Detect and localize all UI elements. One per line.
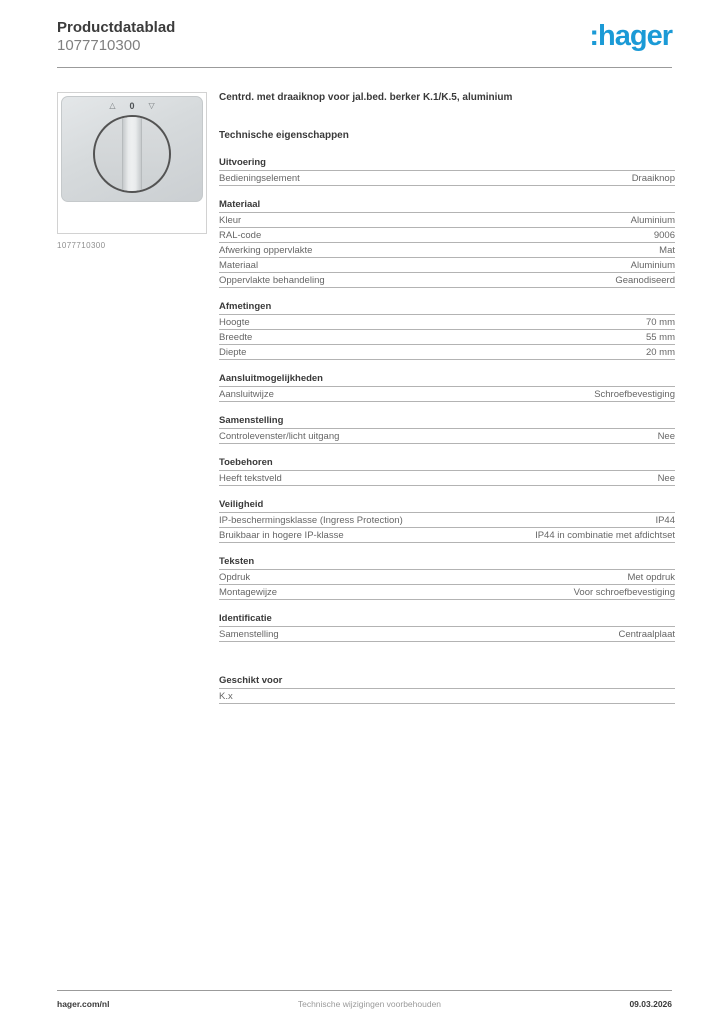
section-title: Geschikt voor xyxy=(219,675,675,689)
section-title: Afmetingen xyxy=(219,301,675,315)
spec-value: Mat xyxy=(659,245,675,256)
spec-sections xyxy=(219,157,675,704)
spec-label: Controlevenster/licht uitgang xyxy=(219,431,340,442)
knob-grip xyxy=(122,117,142,191)
rotary-zero-label: 0 xyxy=(129,101,135,111)
rotary-up-icon: △ xyxy=(109,101,116,110)
spec-label: Heeft tekstveld xyxy=(219,473,282,484)
page-footer xyxy=(57,990,672,1009)
spec-value: Schroefbevestiging xyxy=(594,389,675,400)
header-titles xyxy=(57,19,175,55)
spec-section-identificatie xyxy=(219,613,675,642)
spec-value: 55 mm xyxy=(645,332,675,343)
spec-row xyxy=(219,315,675,330)
spec-section-geschikt-voor xyxy=(219,675,675,704)
spec-section-samenstelling xyxy=(219,415,675,444)
rotary-down-icon: ▽ xyxy=(148,101,155,110)
section-title: Samenstelling xyxy=(219,415,675,429)
spec-label: RAL-code xyxy=(219,230,262,241)
header-divider xyxy=(57,67,672,68)
spec-row xyxy=(219,273,675,288)
section-title: Teksten xyxy=(219,556,675,570)
spec-row xyxy=(219,689,675,704)
spec-label: Breedte xyxy=(219,332,253,343)
spec-row xyxy=(219,171,675,186)
spec-value: Nee xyxy=(657,431,675,442)
spec-value: Voor schroefbevestiging xyxy=(573,587,675,598)
tech-properties-heading: Technische eigenschappen xyxy=(219,130,349,141)
section-title: Identificatie xyxy=(219,613,675,627)
product-title: Centrd. met draaiknop voor jal.bed. berker K.1/K.5, aluminium xyxy=(219,92,513,103)
spec-row xyxy=(219,345,675,360)
spec-row xyxy=(219,585,675,600)
spec-row xyxy=(219,243,675,258)
spec-value: Aluminium xyxy=(630,215,675,226)
rotary-knob xyxy=(93,115,171,193)
spec-row xyxy=(219,387,675,402)
spec-section-uitvoering xyxy=(219,157,675,186)
spec-label: Montagewijze xyxy=(219,587,278,598)
spec-value: 20 mm xyxy=(645,347,675,358)
spec-value: Centraalplaat xyxy=(618,629,675,640)
spec-label: Kleur xyxy=(219,215,242,226)
spec-label: Oppervlakte behandeling xyxy=(219,275,325,286)
spec-label: Bedieningselement xyxy=(219,173,300,184)
spec-label: Bruikbaar in hogere IP-klasse xyxy=(219,530,344,541)
spec-label: Diepte xyxy=(219,347,247,358)
spec-label: Aansluitwijze xyxy=(219,389,274,400)
spec-row xyxy=(219,258,675,273)
spec-value: IP44 xyxy=(655,515,675,526)
spec-value: 70 mm xyxy=(645,317,675,328)
spec-row xyxy=(219,330,675,345)
main-content xyxy=(57,92,675,704)
spec-row xyxy=(219,228,675,243)
spec-value: 9006 xyxy=(653,230,675,241)
spec-row xyxy=(219,429,675,444)
spec-row xyxy=(219,570,675,585)
product-image xyxy=(57,92,207,234)
spec-section-veiligheid xyxy=(219,499,675,543)
rotary-markings xyxy=(62,101,202,111)
hager-logo: :hager xyxy=(589,20,672,52)
section-title: Veiligheid xyxy=(219,499,675,513)
spec-value: Nee xyxy=(657,473,675,484)
product-plate xyxy=(61,96,203,202)
spec-row xyxy=(219,528,675,543)
spec-section-toebehoren xyxy=(219,457,675,486)
footer-site-link: hager.com/nl xyxy=(57,999,110,1009)
spec-label: Samenstelling xyxy=(219,629,279,640)
spec-value: Met opdruk xyxy=(627,572,675,583)
spec-row xyxy=(219,513,675,528)
section-title: Toebehoren xyxy=(219,457,675,471)
spec-label: Hoogte xyxy=(219,317,250,328)
spec-column xyxy=(219,92,675,704)
product-number: 1077710300 xyxy=(57,37,141,54)
spec-value: IP44 in combinatie met afdichtset xyxy=(535,530,675,541)
spec-label: K.x xyxy=(219,691,233,702)
spec-label: Afwerking oppervlakte xyxy=(219,245,313,256)
page-title: Productdatablad xyxy=(57,19,176,36)
spec-value: Aluminium xyxy=(630,260,675,271)
spec-value: Draaiknop xyxy=(631,173,675,184)
spec-row xyxy=(219,471,675,486)
section-title: Aansluitmogelijkheden xyxy=(219,373,675,387)
footer-date: 09.03.2026 xyxy=(629,999,672,1009)
spec-label: IP-beschermingsklasse (Ingress Protection) xyxy=(219,515,403,526)
spec-section-aansluitmogelijkheden xyxy=(219,373,675,402)
spec-row xyxy=(219,627,675,642)
spec-section-teksten xyxy=(219,556,675,600)
spec-value: Geanodiseerd xyxy=(615,275,675,286)
section-title: Uitvoering xyxy=(219,157,675,171)
product-image-caption: 1077710300 xyxy=(57,241,106,250)
spec-label: Opdruk xyxy=(219,572,251,583)
spec-label: Materiaal xyxy=(219,260,259,271)
section-title: Materiaal xyxy=(219,199,675,213)
spec-section-afmetingen xyxy=(219,301,675,360)
spec-row xyxy=(219,213,675,228)
footer-disclaimer: Technische wijzigingen voorbehouden xyxy=(297,999,442,1009)
image-column xyxy=(57,92,207,704)
spec-section-materiaal xyxy=(219,199,675,288)
page-header xyxy=(57,19,672,55)
